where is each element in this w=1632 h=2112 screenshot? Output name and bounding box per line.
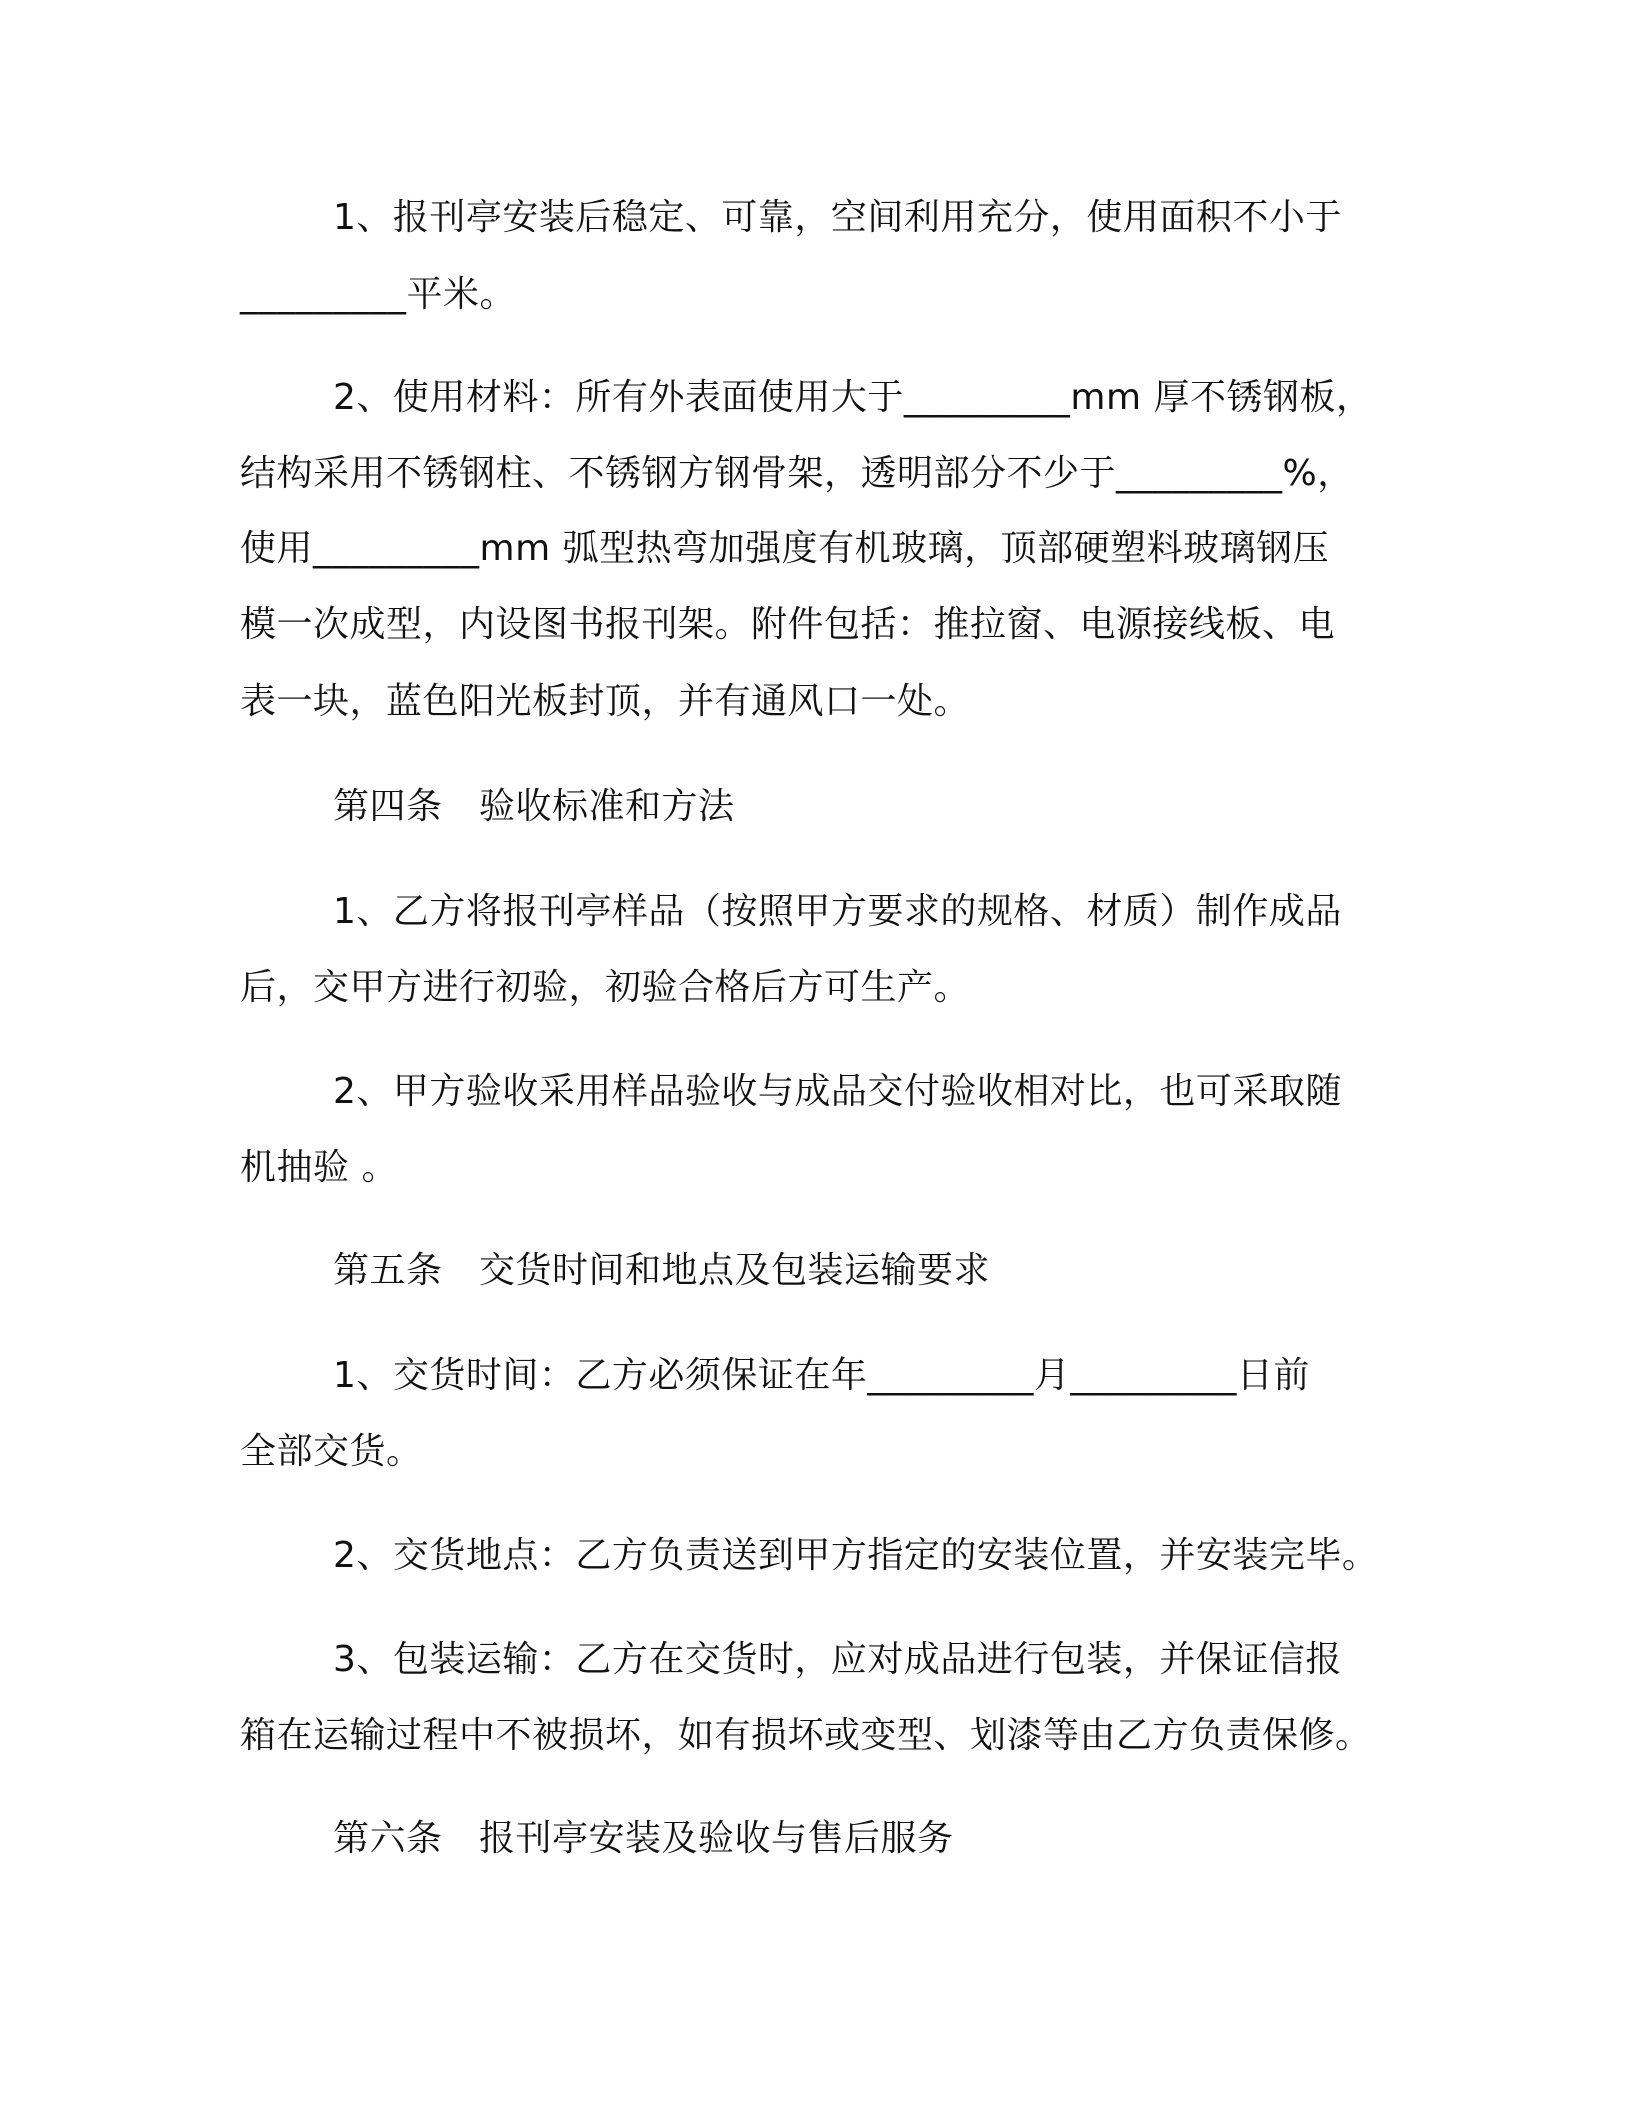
paragraph-line: 结构采用不锈钢柱、不锈钢方钢骨架，透明部分不少于_________%，	[240, 453, 1354, 494]
paragraph-line: 1、乙方将报刊亭样品（按照甲方要求的规格、材质）制作成品	[333, 891, 1342, 932]
paragraph-line: 1、交货时间：乙方必须保证在年_________月_________日前	[333, 1355, 1310, 1396]
paragraph-line: 箱在运输过程中不被损坏，如有损坏或变型、划漆等由乙方负责保修。	[240, 1715, 1372, 1756]
paragraph-line: 2、甲方验收采用样品验收与成品交付验收相对比，也可采取随	[333, 1071, 1342, 1112]
paragraph-line: 后，交甲方进行初验，初验合格后方可生产。	[240, 967, 971, 1008]
paragraph-line: _________平米。	[240, 274, 517, 315]
paragraph-line: 1、报刊亭安装后稳定、可靠，空间利用充分，使用面积不小于	[333, 197, 1342, 238]
paragraph-line: 使用_________mm 弧型热弯加强度有机玻璃，顶部硬塑料玻璃钢压	[240, 528, 1330, 569]
paragraph-line: 机抽验 。	[240, 1147, 398, 1188]
paragraph-line: 全部交货。	[240, 1431, 423, 1472]
section-heading: 第六条 报刊亭安装及验收与售后服务	[333, 1818, 954, 1859]
section-heading: 第五条 交货时间和地点及包装运输要求	[333, 1250, 991, 1291]
paragraph-line: 3、包装运输：乙方在交货时，应对成品进行包装，并保证信报	[333, 1639, 1342, 1680]
paragraph-line: 表一块，蓝色阳光板封顶，并有通风口一处。	[240, 681, 971, 722]
paragraph-line: 2、使用材料：所有外表面使用大于_________mm 厚不锈钢板，	[333, 377, 1373, 418]
paragraph-line: 2、交货地点：乙方负责送到甲方指定的安装位置，并安装完毕。	[333, 1535, 1379, 1576]
paragraph-line: 模一次成型，内设图书报刊架。附件包括：推拉窗、电源接线板、电	[240, 604, 1336, 645]
section-heading: 第四条 验收标准和方法	[333, 786, 735, 827]
